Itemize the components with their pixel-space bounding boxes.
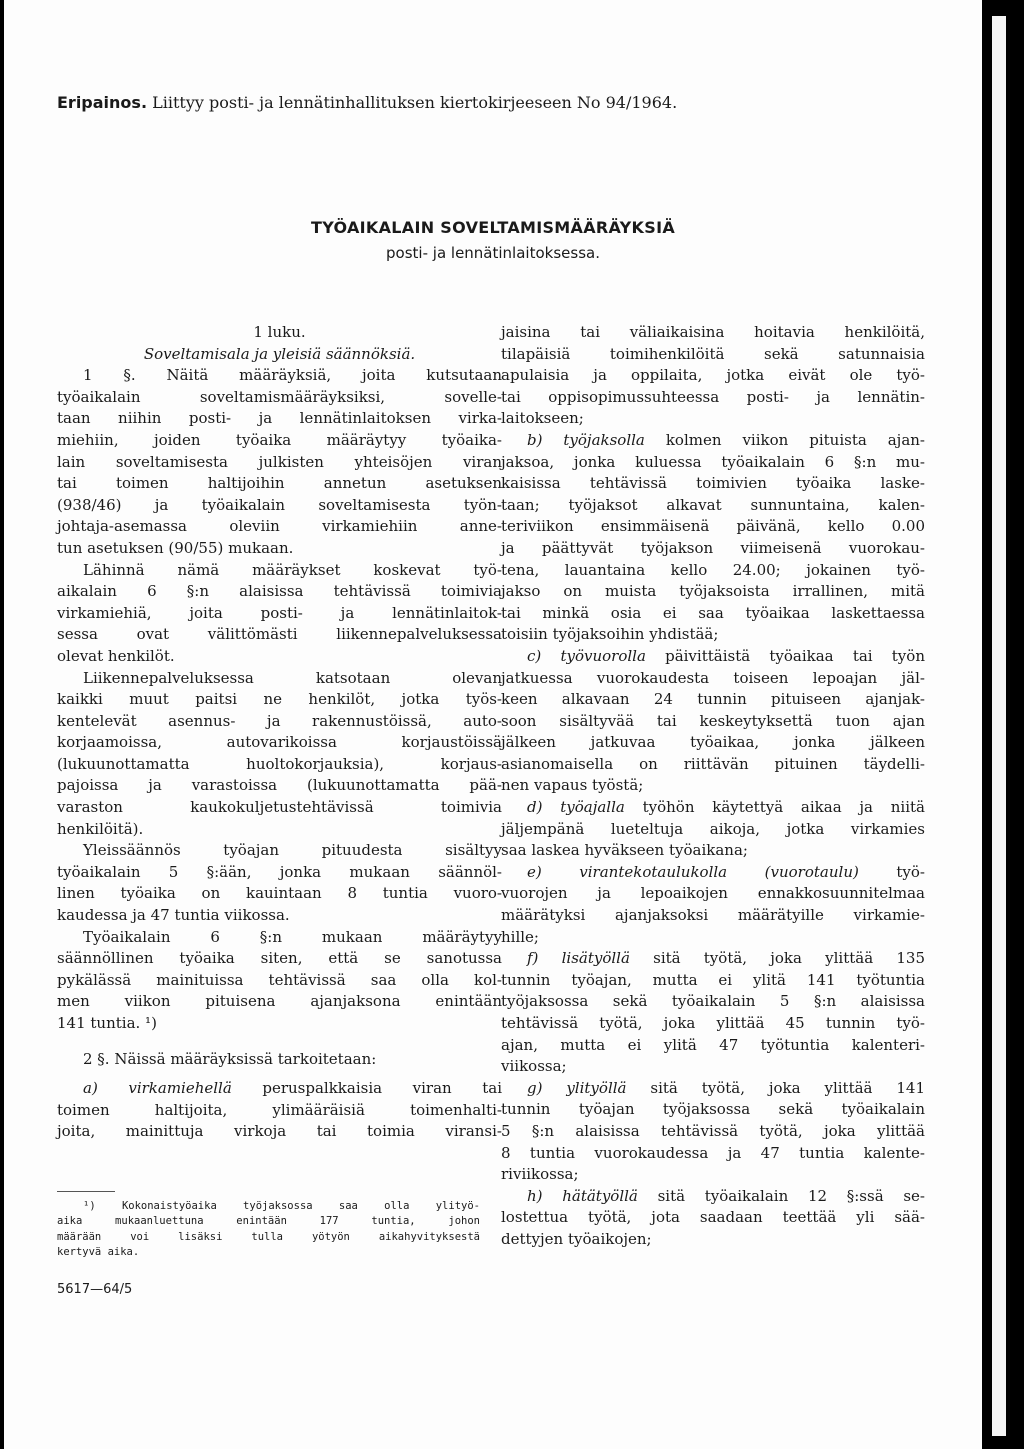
text-line: tehtävissä työtä, joka ylittää 45 tunnin työ-	[501, 1014, 925, 1032]
text-line: viikossa;	[501, 1057, 567, 1076]
term-b-text: kolmen viikon pituista ajan-	[644, 430, 925, 449]
text-line: riviikossa;	[501, 1165, 579, 1184]
text-line: 141 tuntia. ¹)	[57, 1014, 157, 1032]
print-code: 5617—64/5	[57, 1282, 133, 1297]
text-line: tunnin työajan työjaksossa sekä työaikalain	[501, 1100, 925, 1119]
traffic-service-paragraph	[57, 668, 502, 841]
text-line: toisiin työjaksoihin yhdistää;	[501, 625, 719, 644]
text-line: aikalain 6 §:n alaisissa tehtävissä toimivia	[57, 582, 502, 601]
text-line: kaikki muut paitsi ne henkilöt, jotka työs-	[57, 690, 502, 709]
text-line: 5 §:n alaisissa tehtävissä työtä, joka ylittää	[501, 1121, 925, 1140]
text-line: soon sisältyvää tai keskeytyksettä tuon ajan	[501, 711, 925, 730]
text-line: työaikalain 5 §:ään, jonka mukaan säännöl-	[57, 862, 502, 881]
text-line: miehiin, joiden työaika määräytyy työaika-	[57, 430, 502, 449]
text-line: nen vapaus työstä;	[501, 776, 644, 795]
definition-d	[501, 797, 925, 862]
term-a: a) virkamiehellä	[83, 1079, 232, 1098]
reprint-header	[57, 93, 677, 112]
left-column	[57, 322, 502, 1143]
definition-a	[57, 1078, 502, 1143]
text-line: tai oppisopimussuhteessa posti- ja lennätin-	[501, 387, 925, 406]
text-line: joita, mainittuja virkoja tai toimia viransi-	[57, 1122, 502, 1141]
document-subtitle: posti- ja lennätinlaitoksessa.	[386, 244, 600, 262]
chapter-title: Soveltamisala ja yleisiä säännöksiä.	[143, 344, 416, 363]
spacer	[57, 1035, 502, 1049]
definition-h	[501, 1186, 925, 1251]
text-line: tai minkä osia ei saa työaikaa laskettaessa	[501, 603, 925, 622]
text-line: saa laskea hyväkseen työaikana;	[501, 841, 748, 860]
text-line: jaksoa, jonka kuluessa työaikalain 6 §:n mu-	[501, 452, 925, 471]
text-line	[57, 1078, 502, 1100]
text-line: pajoissa ja varastoissa (lukuunottamatta pää-	[57, 776, 502, 795]
text-line: Lähinnä nämä määräykset koskevat työ-	[83, 560, 502, 579]
text-line: tunnin työajan, mutta ei ylitä 141 työtuntia	[501, 970, 925, 989]
definition-g	[501, 1078, 925, 1186]
text-line: virkamiehiä, joita posti- ja lennätinlaitok-	[57, 603, 502, 622]
section-1-paragraph	[57, 365, 502, 559]
text-line	[501, 430, 925, 452]
text-line	[501, 948, 925, 970]
text-line: kentelevät asennus- ja rakennustöissä, auto-	[57, 711, 502, 730]
text-line: (938/46) ja työaikalain soveltamisesta työn-	[57, 495, 502, 514]
text-line	[501, 646, 925, 668]
text-line: määrätyksi ajanjaksoksi määrätyille virkamie-	[501, 906, 925, 925]
definition-f	[501, 948, 925, 1078]
text-line	[501, 1186, 925, 1208]
text-line	[501, 797, 925, 819]
section-2-intro	[57, 1049, 502, 1071]
footnote-line: määrään voi lisäksi tulla yötyön aikahyvityksestä	[57, 1230, 480, 1243]
text-line: jälkeen jatkuvaa työaikaa, jonka jälkeen	[501, 733, 925, 752]
text-line: asianomaisella on riittävän pituinen täydelli-	[501, 754, 925, 773]
text-line: tun asetuksen (90/55) mukaan.	[57, 538, 294, 557]
text-line: kaudessa ja 47 tuntia viikossa.	[57, 906, 290, 925]
document-title: TYÖAIKALAIN SOVELTAMISMÄÄRÄYKSIÄ	[310, 218, 676, 237]
text-line: dettyjen työaikojen;	[501, 1229, 652, 1248]
text-line: lain soveltamisesta julkisten yhteisöjen viran	[57, 452, 502, 471]
text-line: työaikalain soveltamismääräyksiksi, sovelle-	[57, 387, 502, 406]
text-line: ajan, mutta ei ylitä 47 työtuntia kalenteri-	[501, 1035, 925, 1054]
text-line: kaisissa tehtävissä toimivien työaika laske-	[501, 474, 925, 493]
text-line: taan; työjaksot alkavat sunnuntaina, kalen-	[501, 495, 925, 514]
definition-a-continued	[501, 322, 925, 430]
chapter-heading: 1 luku.	[253, 323, 306, 341]
regular-hours-paragraph	[57, 927, 502, 1035]
text-line: jaisina tai väliaikaisina hoitavia henkilöitä,	[501, 323, 925, 341]
text-line: laitokseen;	[501, 409, 584, 428]
term-e: e) virantekotaulukolla (vuorotaulu)	[527, 862, 859, 881]
footnote-line: kertyvä aika.	[57, 1246, 140, 1259]
text-line: henkilöitä).	[57, 819, 144, 838]
text-line: tena, lauantaina kello 24.00; jokainen työ-	[501, 560, 925, 579]
text-line: 2 §. Näissä määräyksissä tarkoitetaan:	[83, 1049, 377, 1068]
text-line: toimen haltijoita, ylimääräisiä toimenhalti-	[57, 1100, 502, 1119]
scope-paragraph	[57, 560, 502, 668]
text-line: keen alkavaan 24 tunnin pituiseen ajanjak-	[501, 690, 925, 709]
term-b: b) työjaksolla	[527, 430, 645, 449]
definition-b	[501, 430, 925, 646]
term-a-text: peruspalkkaisia viran tai	[231, 1079, 503, 1098]
text-line: tai toimen haltijoihin annetun asetuksen	[57, 474, 502, 493]
reprint-reference: Liittyy posti- ja lennätinhallituksen kiertokirjeeseen No 94/1964.	[152, 93, 678, 112]
footnote-line: aika mukaanluettuna enintään 177 tuntia, johon	[57, 1215, 480, 1228]
term-f: f) lisätyöllä	[527, 949, 630, 968]
text-line: työjaksossa sekä työaikalain 5 §:n alaisissa	[501, 992, 925, 1011]
footnote-rule	[57, 1191, 115, 1192]
text-line: 1 §. Näitä määräyksiä, joita kutsutaan	[83, 366, 502, 385]
footnote	[57, 1199, 480, 1261]
term-g-text: sitä työtä, joka ylittää 141	[626, 1078, 925, 1097]
text-line: jäljempänä lueteltuja aikoja, jotka virkamies	[501, 819, 925, 838]
text-line	[501, 1078, 925, 1100]
document-page	[4, 0, 982, 1449]
text-line: Yleissäännös työajan pituudesta sisältyy	[83, 841, 502, 860]
right-column	[501, 322, 925, 1251]
text-line: johtaja-asemassa oleviin virkamiehiin anne-	[57, 517, 502, 536]
text-line: Työaikalain 6 §:n mukaan määräytyy	[83, 927, 502, 946]
text-line: korjaamoissa, autovarikoissa korjaustöissä	[57, 733, 502, 752]
text-line: (lukuunottamatta huoltokorjauksia), korjaus-	[57, 754, 502, 773]
text-line: men viikon pituisena ajanjaksona enintään	[57, 992, 502, 1011]
text-line: vuorojen ja lepoaikojen ennakkosuunnitelmaa	[501, 884, 925, 903]
term-f-text: sitä työtä, joka ylittää 135	[629, 949, 926, 968]
general-rule-paragraph	[57, 840, 502, 926]
term-c: c) työvuorolla	[527, 646, 646, 665]
spacer	[57, 1070, 502, 1078]
reprint-label: Eripainos.	[57, 93, 148, 112]
term-h: h) hätätyöllä	[527, 1186, 638, 1205]
text-line: jakso on muista työjaksoista irrallinen, mitä	[501, 582, 925, 601]
text-line: taan niihin posti- ja lennätinlaitoksen virka-	[57, 409, 502, 428]
text-line: apulaisia ja oppilaita, jotka eivät ole työ-	[501, 366, 925, 385]
text-line: 8 tuntia vuorokaudessa ja 47 tuntia kalente-	[501, 1143, 925, 1162]
text-line: sessa ovat välittömästi liikennepalveluksessa	[57, 625, 502, 644]
term-h-text: sitä työaikalain 12 §:ssä se-	[637, 1186, 925, 1205]
text-line: varaston kaukokuljetustehtävissä toimivia	[57, 798, 502, 817]
text-line: hille;	[501, 927, 539, 946]
definition-c	[501, 646, 925, 797]
term-c-text: päivittäistä työaikaa tai työn	[645, 646, 925, 665]
text-line: ja päättyvät työjakson viimeisenä vuorokau-	[501, 538, 925, 557]
footnote-line: ¹) Kokonaistyöaika työjaksossa saa olla ylityö-	[83, 1200, 480, 1212]
text-line	[501, 862, 925, 884]
term-e-text: työ-	[858, 862, 925, 881]
text-line: pykälässä mainituissa tehtävissä saa olla kol-	[57, 970, 502, 989]
term-g: g) ylityöllä	[527, 1078, 627, 1097]
text-line: teriviikon ensimmäisenä päivänä, kello 0.00	[501, 517, 925, 536]
term-d: d) työajalla	[527, 798, 625, 817]
text-line: tilapäisiä toimihenkilöitä sekä satunnaisia	[501, 344, 925, 363]
scan-edge-highlight	[992, 16, 1006, 1436]
text-line: lostettua työtä, jota saadaan teettää yli sää-	[501, 1208, 925, 1227]
text-line: olevat henkilöt.	[57, 646, 175, 665]
text-line: jatkuessa vuorokaudesta toiseen lepoajan jäl-	[501, 668, 925, 687]
definition-e	[501, 862, 925, 948]
text-line: linen työaika on kauintaan 8 tuntia vuoro-	[57, 884, 502, 903]
text-line: Liikennepalveluksessa katsotaan olevan	[83, 668, 502, 687]
term-d-text: työhön käytettyä aikaa ja niitä	[624, 798, 925, 817]
text-line: säännöllinen työaika siten, että se sanotussa	[57, 949, 502, 968]
